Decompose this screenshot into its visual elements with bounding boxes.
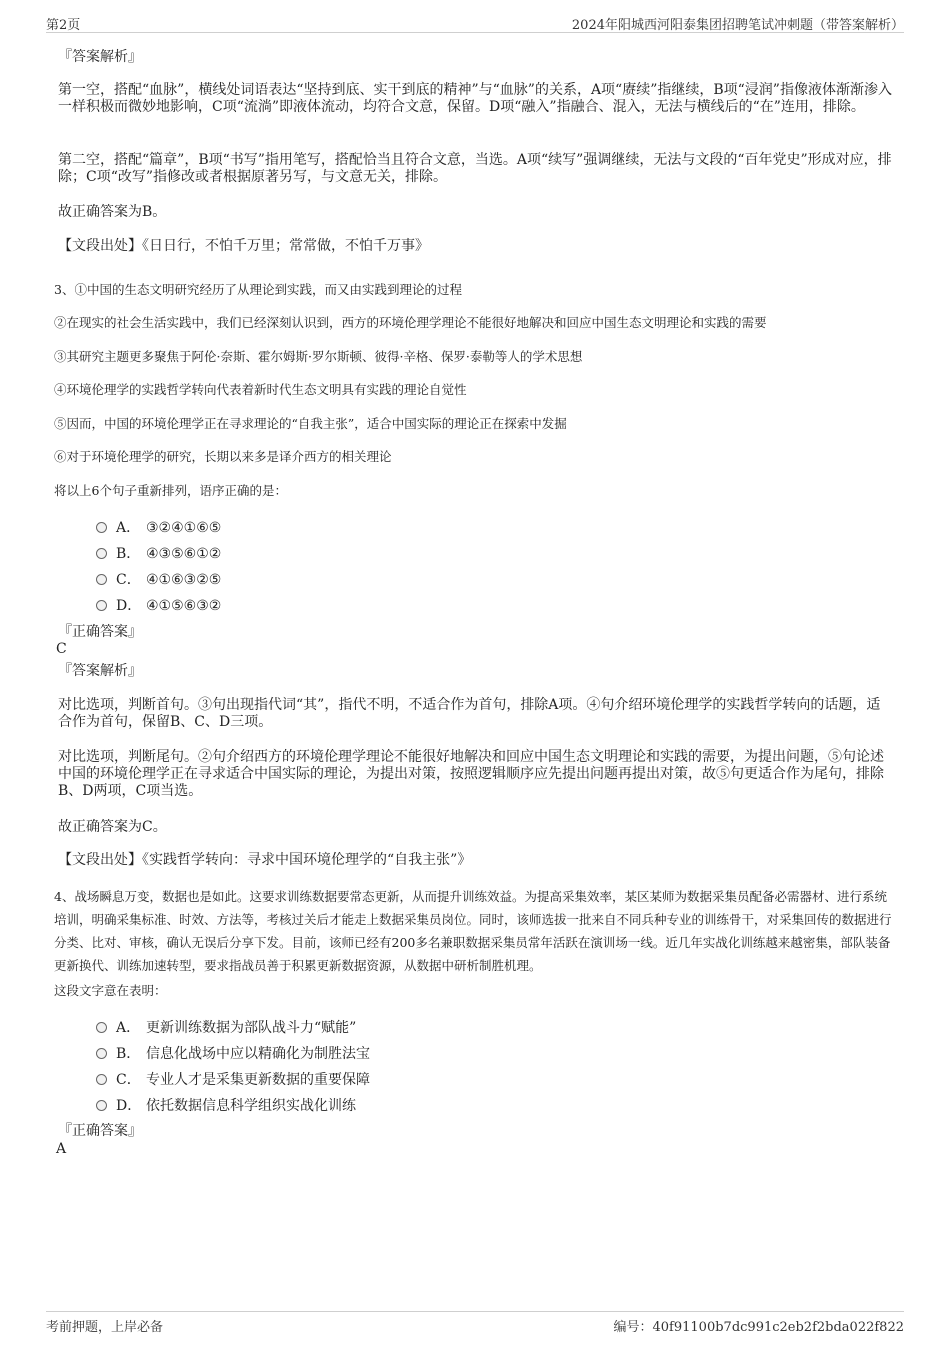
q3-option-d[interactable]: D． ④①⑤⑥③② (96, 595, 221, 613)
q3-source: 【文段出处】《实践哲学转向：寻求中国环境伦理学的“自我主张”》 (58, 852, 472, 868)
footer-serial: 编号：40f91100b7dc991c2eb2f2bda022f822 (613, 1320, 904, 1335)
q3-analysis-label: 『答案解析』 (58, 663, 142, 679)
q3-answer: C (56, 641, 67, 657)
q4-option-c[interactable]: C． 专业人才是采集更新数据的重要保障 (96, 1069, 370, 1087)
q3-sentence-6: ⑥对于环境伦理学的研究，长期以来多是译介西方的相关理论 (54, 449, 392, 464)
q3-sentence-2: ②在现实的社会生活实践中，我们已经深刻认识到，西方的环境伦理学理论不能很好地解决和回应中国生态文明理论和实践的需要 (54, 315, 767, 330)
q3-analysis-para-2: 对比选项，判断尾句。②句介绍西方的环境伦理学理论不能很好地解决和回应中国生态文明理论和实践的需要，为提出问题，⑤句论述中国的环境伦理学正在寻求适合中国实际的理论，为提出对策，按照逻辑顺序应先提出问题再提出对策，故⑤句更适合作为尾句，排除B、D两项，C项当选。 (58, 749, 884, 799)
document-title: 2024年阳城西河阳泰集团招聘笔试冲刺题（带答案解析） (571, 18, 904, 33)
q2-source: 【文段出处】《日日行，不怕千万里；常常做，不怕千万事》 (58, 238, 429, 254)
q2-analysis-label: 『答案解析』 (58, 49, 142, 65)
q2-analysis-para-1: 第一空，搭配“血脉”，横线处词语表达“坚持到底、实干到底的精神”与“血脉”的关系，A项“赓续”指继续，B项“浸润”指像液体渐渐渗入一样积极而微妙地影响，C项“流淌”即液体流动，均符合文意，保留。D项“融入”指融合、混入，无法与横线后的“在”连用，排除。 (58, 82, 892, 115)
q4-option-a[interactable]: A． 更新训练数据为部队战斗力“赋能” (96, 1017, 356, 1035)
q2-conclusion: 故正确答案为B。 (58, 204, 167, 220)
q4-stem: 4、战场瞬息万变，数据也是如此。这要求训练数据要常态更新，从而提升训练效益。为提高采集效率，某区某师为数据采集员配备必需器材、进行系统培训，明确采集标准、时效、方法等，考核过关后才能走上数据采集员岗位。同时，该师选拔一批来自不同兵种专业的训练骨干，对采集回传的数据进行分类、比对、审核，确认无误后分享下发。目前，该师已经有200多名兼职数据采集员常年活跃在演训场一线。近几年实战化训练越来越密集，部队装备更新换代、训练加速转型，要求指战员善于积累更新数据资源，从数据中研析制胜机理。 (54, 889, 892, 973)
q3-option-b[interactable]: B． ④③⑤⑥①② (96, 543, 221, 561)
radio-button-icon[interactable] (96, 522, 107, 533)
q3-sentence-5: ⑤因而，中国的环境伦理学正在寻求理论的“自我主张”，适合中国实际的理论正在探索中发掘 (54, 416, 567, 431)
radio-button-icon[interactable] (96, 574, 107, 585)
radio-button-icon[interactable] (96, 1022, 107, 1033)
q3-sentence-1: 3、①中国的生态文明研究经历了从理论到实践，而又由实践到理论的过程 (54, 282, 462, 297)
footer-slogan: 考前押题，上岸必备 (46, 1320, 164, 1335)
radio-button-icon[interactable] (96, 1100, 107, 1111)
page-header (46, 12, 904, 33)
q3-sentence-3: ③其研究主题更多聚焦于阿伦·奈斯、霍尔姆斯·罗尔斯顿、彼得·辛格、保罗·泰勒等人的学术思想 (54, 349, 583, 364)
q3-answer-label: 『正确答案』 (58, 624, 142, 640)
radio-button-icon[interactable] (96, 600, 107, 611)
q3-option-c[interactable]: C． ④①⑥③②⑤ (96, 569, 221, 587)
q4-option-d[interactable]: D． 依托数据信息科学组织实战化训练 (96, 1095, 356, 1113)
q4-answer: A (56, 1141, 67, 1157)
q3-sentence-4: ④环境伦理学的实践哲学转向代表着新时代生态文明具有实践的理论自觉性 (54, 382, 467, 397)
radio-button-icon[interactable] (96, 1048, 107, 1059)
q3-option-a[interactable]: A． ③②④①⑥⑤ (96, 517, 221, 535)
page-footer (46, 1311, 904, 1334)
q3-prompt: 将以上6个句子重新排列，语序正确的是： (54, 483, 287, 498)
q4-option-b[interactable]: B． 信息化战场中应以精确化为制胜法宝 (96, 1043, 370, 1061)
radio-button-icon[interactable] (96, 548, 107, 559)
q3-analysis-para-1: 对比选项，判断首句。③句出现指代词“其”，指代不明，不适合作为首句，排除A项。④句介绍环境伦理学的实践哲学转向的话题，适合作为首句，保留B、C、D三项。 (58, 697, 881, 730)
q4-answer-label: 『正确答案』 (58, 1123, 142, 1139)
q4-prompt: 这段文字意在表明： (54, 983, 167, 998)
q3-conclusion: 故正确答案为C。 (58, 819, 167, 835)
page-number: 第2页 (46, 18, 81, 33)
radio-button-icon[interactable] (96, 1074, 107, 1085)
q2-analysis-para-2: 第二空，搭配“篇章”，B项“书写”指用笔写，搭配恰当且符合文意，当选。A项“续写”强调继续，无法与文段的“百年党史”形成对应，排除；C项“改写”指修改或者根据原著另写，与文意无关，排除。 (58, 152, 892, 185)
